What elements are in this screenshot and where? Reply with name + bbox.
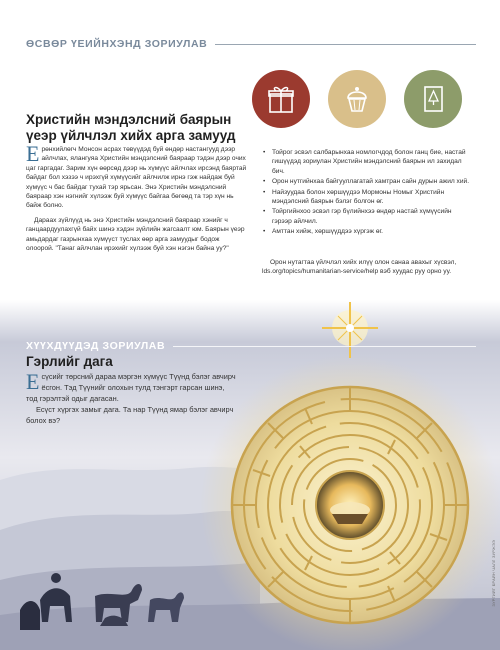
- children-section: [0, 300, 500, 650]
- section-title: ӨСВӨР ҮЕИЙНХЭНД ЗОРИУЛАВ: [26, 38, 208, 50]
- story-paragraph-2: Есүст хүргэх замыг дага. Та нар Түүнд ямар бэлэг авчирч болох вэ?: [26, 405, 234, 426]
- paragraph-1-text: рөнхийлөгч Монсон асрах төвүүдэд буй өндөр настангууд дээр айлчлах, ялангуяа Христийн мэндэлсний баяраар тэдэн дээр очих цаг гаргадаг. Зарим хүн өөрсөд дээр нь хүмүүс айлчлах ирсэнд баяртай байдаг бол хэзээ ч ирэхгүй хүмүүсийг айлчилж ирнэ гэж найдаж буй хүмүүс ч бас байдаг тухай тэр ярьсан. Энэ Христийн мэндэлсний баяраар хэн нэгнийг хүлээж буй хүмүүс байгаа бөгөөд та тэр хүн нь байж болно.: [26, 146, 247, 210]
- article-headline: Христийн мэндэлсний баярын үеэр үйлчлэл хийх арга замууд: [26, 112, 236, 143]
- list-item: • Амттан хийж, хөршүүддээ хүргэж өг.: [262, 227, 472, 236]
- story-paragraph-1-text: сүсийг төрсний дараа мэргэн хүмүүс Түүнд бэлэг авчирч ёсгон. Тэд Түүнийг олохын тулд тэнгэрт гарсан шинэ, тод гэрэлтэй одыг дагасан.: [26, 372, 236, 403]
- list-item: • Орон нутгийнхаа байгууллагатай хамтран сайн дурын ажил хий.: [262, 177, 472, 186]
- article-paragraph-1: [26, 141, 248, 211]
- article-body: [26, 141, 248, 258]
- section-rule: [215, 44, 476, 45]
- closing-paragraph: Орон нутагтаа үйлчлэл хийх илүү олон санаа авахыг хүсвэл, lds.org/topics/humanitarian-service/help вэб хуудас руу орно уу.: [262, 259, 457, 276]
- gift-icon: [252, 70, 310, 128]
- service-ideas-list: [262, 148, 472, 238]
- list-item: • Найзуудаа болон хөршүүдээ Мормоны Номыг Христийн мэндэлсний баярын бэлэг болгон өг.: [262, 188, 472, 207]
- story-body: [26, 369, 236, 428]
- desert-scene-illustration: [0, 300, 500, 650]
- illustration-credit: ЗУРГИЙГ БРАЙН ЧАЛЛ ЗУРЖЭЭ: [492, 540, 496, 607]
- section-rule: [173, 346, 476, 347]
- list-item: • Тойргийнхоо эсвэл гэр бүлийнхээ өндөр настай хүмүүсийн гэрээр айлчил.: [262, 207, 472, 226]
- list-item: • Тойрог эсвэл салбарынхаа номлогчдод болон ганц бие, настай гишүүдэд зориулан Христийн мэндэлсний баярын ил захидал бич.: [262, 148, 472, 176]
- story-title: Гэрлийг дага: [26, 354, 113, 369]
- drop-cap: Е: [26, 369, 40, 394]
- section-title: ХҮҮХДҮҮДЭД ЗОРИУЛАВ: [26, 340, 166, 352]
- story-paragraph-1: [26, 369, 236, 404]
- section-header-youth: [26, 38, 476, 50]
- cupcake-icon: [328, 70, 386, 128]
- article-paragraph-2: Дараах зүйлүүд нь энэ Христийн мэндэлсний баяраар хэнийг ч ганцаардуулахгүй байх шинэ хэдэн зүйлийн жагсаалт юм. Баярын үеэр амьдардаг газрынхаа хүмүүст туслах өөр арга замуудыг бодож олоорой. "Танаг айлчлан ирэхийг хүлээж буй хэн нэгэн байна уу?": [26, 216, 245, 253]
- section-header-children: [26, 340, 476, 352]
- maze-illustration: [232, 387, 468, 623]
- christmas-card-icon: [404, 70, 462, 128]
- icon-row: [252, 70, 462, 128]
- drop-cap: Е: [26, 141, 40, 166]
